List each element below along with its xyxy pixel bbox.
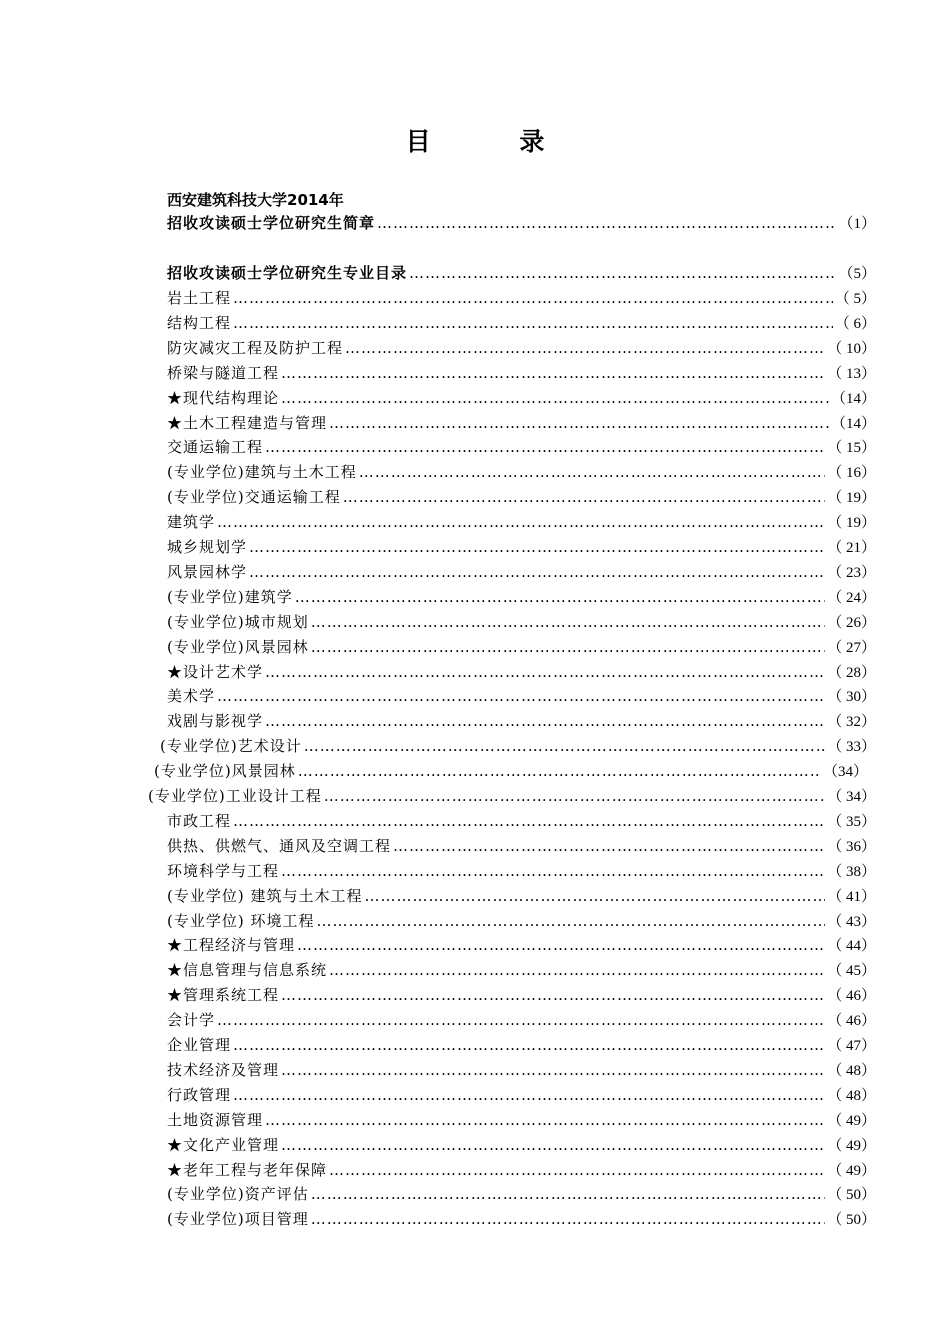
- toc-entry: [167, 288, 876, 308]
- toc-entry-page: （ 50）: [827, 1187, 876, 1203]
- toc-entry-page: （ 44）: [827, 938, 876, 954]
- toc-entry: [167, 462, 876, 482]
- toc-entry-page: （ 38）: [827, 864, 876, 880]
- toc-entry-page: （5）: [838, 266, 876, 282]
- toc-leader-dots: [393, 836, 825, 856]
- toc-leader-dots: [281, 1135, 825, 1155]
- toc-entry-label: (专业学位)工业设计工程: [148, 787, 322, 805]
- toc-intro-entry: [167, 213, 876, 233]
- toc-entry-label: 会计学: [167, 1011, 216, 1029]
- toc-entry-page: （ 28）: [827, 665, 876, 681]
- toc-entry-page: （ 41）: [827, 889, 876, 905]
- toc-leader-dots: [329, 413, 829, 433]
- toc-leader-dots: [249, 537, 825, 557]
- toc-entry: [167, 1209, 876, 1229]
- toc-leader-dots: [295, 587, 826, 607]
- toc-entry-label: 建筑学: [167, 513, 216, 531]
- toc-entry: [167, 1160, 876, 1180]
- toc-entry-page: （ 15）: [827, 440, 876, 456]
- toc-entry-page: （ 23）: [827, 565, 876, 581]
- toc-entry-page: （ 43）: [827, 914, 876, 930]
- toc-leader-dots: [311, 612, 826, 632]
- toc-entry: [167, 612, 876, 632]
- toc-entry-page: （ 34）: [827, 789, 876, 805]
- toc-entry-label: (专业学位)资产评估: [167, 1185, 309, 1203]
- toc-entry-label: 企业管理: [167, 1036, 232, 1054]
- toc-entry: [167, 413, 876, 433]
- toc-entry-page: （ 19）: [827, 490, 876, 506]
- toc-entry-label: (专业学位)项目管理: [167, 1210, 309, 1228]
- toc-entry: [167, 637, 876, 657]
- toc-entry: [167, 811, 876, 831]
- toc-entry-page: （ 49）: [827, 1163, 876, 1179]
- toc-leader-dots: [265, 1110, 825, 1130]
- toc-entry-page: （ 21）: [827, 540, 876, 556]
- toc-entry: [167, 1085, 876, 1105]
- toc-entry-label: (专业学位) 环境工程: [167, 912, 315, 930]
- toc-entry: [167, 985, 876, 1005]
- toc-entry-label: 戏剧与影视学: [167, 712, 264, 730]
- toc-entry-page: （ 5）: [834, 291, 876, 307]
- toc-entry-label: ★设计艺术学: [167, 663, 264, 681]
- toc-entry-page: （ 45）: [827, 963, 876, 979]
- toc-entry: [167, 313, 876, 333]
- toc-entry-page: （ 26）: [827, 615, 876, 631]
- toc-entry: [167, 1135, 876, 1155]
- toc-leader-dots: [281, 363, 825, 383]
- toc-entry: [167, 836, 876, 856]
- toc-entry: [167, 512, 876, 532]
- page-title: 目 录: [405, 127, 585, 156]
- toc-entry: [167, 960, 876, 980]
- toc-entry-page: （ 13）: [827, 366, 876, 382]
- toc-entry-label: 美术学: [167, 687, 216, 705]
- toc-leader-dots: [265, 437, 825, 457]
- toc-entry-label: (专业学位)建筑学: [167, 588, 293, 606]
- toc-leader-dots: [343, 487, 826, 507]
- toc-entry: [148, 786, 876, 806]
- toc-leader-dots: [345, 338, 825, 358]
- toc-entry-page: （ 10）: [827, 341, 876, 357]
- toc-entry-label: 风景园林学: [167, 563, 248, 581]
- toc-leader-dots: [281, 861, 825, 881]
- toc-leader-dots: [304, 736, 826, 756]
- toc-leader-dots: [233, 1085, 825, 1105]
- toc-entry-label: (专业学位)交通运输工程: [167, 488, 341, 506]
- toc-leader-dots: [265, 711, 825, 731]
- toc-entry-label: 招收攻读硕士学位研究生专业目录: [167, 264, 408, 282]
- toc-entry-label: 土地资源管理: [167, 1111, 264, 1129]
- toc-entry-label: ★文化产业管理: [167, 1136, 280, 1154]
- toc-entry-page: （ 46）: [827, 988, 876, 1004]
- toc-entry-label: (专业学位)风景园林: [167, 638, 309, 656]
- toc-leader-dots: [377, 213, 836, 233]
- toc-leader-dots: [249, 562, 825, 582]
- toc-entry: [167, 911, 876, 931]
- toc-entry: [167, 487, 876, 507]
- toc-entry: [167, 711, 876, 731]
- toc-entry-label: 防灾减灾工程及防护工程: [167, 339, 344, 357]
- toc-entry: [167, 437, 876, 457]
- toc-leader-dots: [233, 1035, 825, 1055]
- intro-university-line: 西安建筑科技大学2014年: [167, 191, 344, 209]
- toc-leader-dots: [265, 662, 825, 682]
- toc-entry-label: ★工程经济与管理: [167, 936, 296, 954]
- toc-entry: [167, 1110, 876, 1130]
- toc-leader-dots: [298, 761, 821, 781]
- toc-leader-dots: [311, 1184, 826, 1204]
- toc-entry: [167, 587, 876, 607]
- toc-entry-label: (专业学位)城市规划: [167, 613, 309, 631]
- toc-entry-page: （ 47）: [827, 1038, 876, 1054]
- toc-entry-page: （ 48）: [827, 1063, 876, 1079]
- toc-entry-page: （ 30）: [827, 689, 876, 705]
- toc-leader-dots: [281, 985, 825, 1005]
- toc-leader-dots: [217, 1010, 825, 1030]
- toc-entry-page: （ 33）: [827, 739, 876, 755]
- toc-entry-label: 供热、供燃气、通风及空调工程: [167, 837, 392, 855]
- toc-entry-label: 桥梁与隧道工程: [167, 364, 280, 382]
- toc-entry: [167, 1060, 876, 1080]
- toc-entry-page: （ 49）: [827, 1113, 876, 1129]
- toc-entry-page: （ 24）: [827, 590, 876, 606]
- toc-entry-label: (专业学位)建筑与土木工程: [167, 463, 357, 481]
- toc-entry: [167, 537, 876, 557]
- toc-entry-label: ★管理系统工程: [167, 986, 280, 1004]
- toc-entry-page: （ 6）: [834, 316, 876, 332]
- toc-leader-dots: [324, 786, 826, 806]
- toc-entry-label: (专业学位) 建筑与土木工程: [167, 887, 363, 905]
- toc-entry: [167, 363, 876, 383]
- toc-leader-dots: [311, 637, 826, 657]
- toc-entry-page: （ 19）: [827, 515, 876, 531]
- toc-entry-label: ★土木工程建造与管理: [167, 414, 328, 432]
- toc-entry-page: （34）: [822, 764, 868, 780]
- toc-entry-page: （ 36）: [827, 839, 876, 855]
- toc-entry-page: （ 32）: [827, 714, 876, 730]
- toc-leader-dots: [281, 1060, 825, 1080]
- toc-entry-label: ★信息管理与信息系统: [167, 961, 328, 979]
- toc-entry-label: 招收攻读硕士学位研究生简章: [167, 214, 376, 232]
- toc-leader-dots: [409, 263, 836, 283]
- toc-entry-label: ★老年工程与老年保障: [167, 1161, 328, 1179]
- toc-entry-page: （ 35）: [827, 814, 876, 830]
- toc-entry-page: （ 50）: [827, 1212, 876, 1228]
- toc-entry: [167, 388, 876, 408]
- toc-leader-dots: [281, 388, 829, 408]
- toc-entry-page: （14）: [830, 391, 876, 407]
- toc-leader-dots: [316, 911, 825, 931]
- toc-leader-dots: [329, 1160, 825, 1180]
- toc-entry: [167, 861, 876, 881]
- toc-leader-dots: [233, 313, 833, 333]
- toc-leader-dots: [359, 462, 826, 482]
- toc-entry-label: ★现代结构理论: [167, 389, 280, 407]
- toc-catalog-heading: [167, 263, 876, 283]
- toc-leader-dots: [217, 512, 825, 532]
- toc-entry-label: 岩土工程: [167, 289, 232, 307]
- toc-entry-page: （ 27）: [827, 640, 876, 656]
- toc-entry-page: （1）: [838, 216, 876, 232]
- toc-entry: [167, 1035, 876, 1055]
- toc-entry-label: 结构工程: [167, 314, 232, 332]
- toc-entry-label: (专业学位)艺术设计: [160, 737, 302, 755]
- toc-entry: [167, 1010, 876, 1030]
- toc-entry-label: (专业学位)风景园林: [154, 762, 296, 780]
- toc-entry-label: 城乡规划学: [167, 538, 248, 556]
- toc-leader-dots: [329, 960, 825, 980]
- toc-entry-page: （ 49）: [827, 1138, 876, 1154]
- toc-entry: [160, 736, 876, 756]
- toc-entry: [167, 886, 876, 906]
- toc-leader-dots: [233, 811, 825, 831]
- toc-entry: [167, 338, 876, 358]
- toc-entry: [167, 935, 876, 955]
- toc-entry-label: 技术经济及管理: [167, 1061, 280, 1079]
- toc-entry: [167, 662, 876, 682]
- toc-leader-dots: [233, 288, 833, 308]
- toc-entry-page: （ 16）: [827, 465, 876, 481]
- toc-leader-dots: [311, 1209, 826, 1229]
- toc-leader-dots: [364, 886, 825, 906]
- toc-entry-label: 市政工程: [167, 812, 232, 830]
- toc-leader-dots: [297, 935, 825, 955]
- toc-entry-page: （ 46）: [827, 1013, 876, 1029]
- toc-entry: [167, 686, 876, 706]
- toc-entry: [154, 761, 868, 781]
- toc-entry-label: 行政管理: [167, 1086, 232, 1104]
- toc-entry-label: 环境科学与工程: [167, 862, 280, 880]
- toc-entry: [167, 562, 876, 582]
- toc-entry-page: （14）: [830, 416, 876, 432]
- toc-entry-label: 交通运输工程: [167, 438, 264, 456]
- toc-leader-dots: [217, 686, 825, 706]
- toc-entry: [167, 1184, 876, 1204]
- toc-entry-page: （ 48）: [827, 1088, 876, 1104]
